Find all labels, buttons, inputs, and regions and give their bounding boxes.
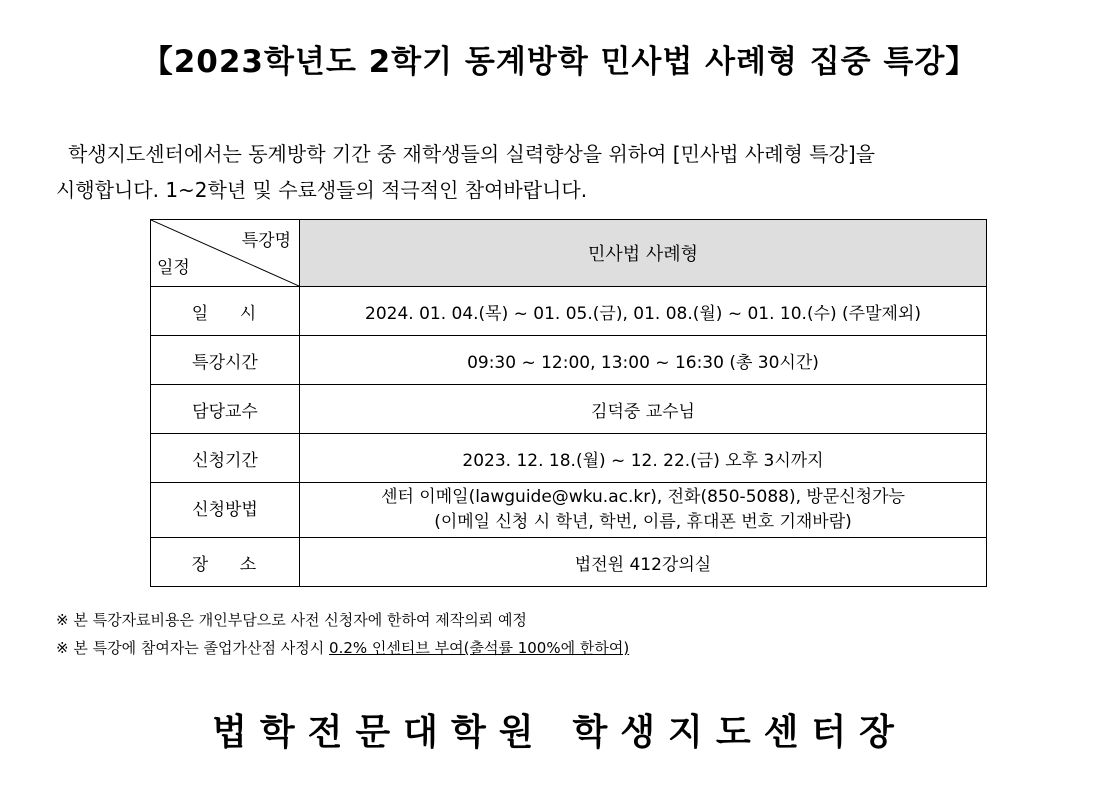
row-label-professor: 담당교수 bbox=[151, 385, 300, 434]
row-value-datetime: 2024. 01. 04.(목) ~ 01. 05.(금), 01. 08.(월) ~ 01. 10.(수) (주말제외) bbox=[300, 287, 987, 336]
signature-line bbox=[0, 704, 1119, 755]
corner-label-course: 특강명 bbox=[241, 231, 291, 251]
row-value-professor: 김덕중 교수님 bbox=[300, 385, 987, 434]
table-row bbox=[151, 483, 987, 538]
note-2 bbox=[56, 634, 629, 662]
table-row bbox=[151, 434, 987, 483]
application-method-line-1: 센터 이메일(lawguide@wku.ac.kr), 전화(850-5088), 방문신청가능 bbox=[381, 487, 905, 507]
row-label-lecture-time: 특강시간 bbox=[151, 336, 300, 385]
schedule-table bbox=[150, 219, 987, 587]
footer-center-head: 학생지도센터장 bbox=[572, 712, 907, 753]
row-value-application-period: 2023. 12. 18.(월) ~ 12. 22.(금) 오후 3시까지 bbox=[300, 434, 987, 483]
row-value-lecture-time: 09:30 ~ 12:00, 13:00 ~ 16:30 (총 30시간) bbox=[300, 336, 987, 385]
intro-line-1: 학생지도센터에서는 동계방학 기간 중 재학생들의 실력향상을 위하여 [민사법 사례형 특강]을 bbox=[68, 142, 875, 166]
footer-school-name: 법학전문대학원 bbox=[212, 712, 547, 753]
row-label-application-method: 신청방법 bbox=[151, 483, 300, 538]
course-name-header: 민사법 사례형 bbox=[300, 220, 987, 287]
table-corner-cell bbox=[151, 220, 300, 287]
table-header-row bbox=[151, 220, 987, 287]
table-row bbox=[151, 287, 987, 336]
note-1: ※ 본 특강자료비용은 개인부담으로 사전 신청자에 한하여 제작의뢰 예정 bbox=[56, 611, 527, 629]
table-row bbox=[151, 385, 987, 434]
note-2-underlined: 0.2% 인센티브 부여(출석률 100%에 한하여) bbox=[329, 639, 630, 657]
intro-paragraph bbox=[56, 136, 1096, 208]
note-2-text: ※ 본 특강에 참여자는 졸업가산점 사정시 bbox=[56, 639, 330, 657]
row-label-datetime: 일 시 bbox=[151, 287, 300, 336]
row-value-application-method bbox=[300, 483, 987, 538]
intro-line-2: 시행합니다. 1~2학년 및 수료생들의 적극적인 참여바랍니다. bbox=[56, 178, 588, 202]
row-value-location: 법전원 412강의실 bbox=[300, 538, 987, 587]
table-row bbox=[151, 538, 987, 587]
document-title: 【2023학년도 2학기 동계방학 민사법 사례형 집중 특강】 bbox=[141, 44, 978, 80]
corner-label-schedule: 일정 bbox=[157, 258, 190, 278]
row-label-location: 장 소 bbox=[151, 538, 300, 587]
row-label-application-period: 신청기간 bbox=[151, 434, 300, 483]
table-row bbox=[151, 336, 987, 385]
application-method-line-2: (이메일 신청 시 학년, 학번, 이름, 휴대폰 번호 기재바람) bbox=[434, 512, 852, 532]
notes-section bbox=[56, 606, 629, 662]
